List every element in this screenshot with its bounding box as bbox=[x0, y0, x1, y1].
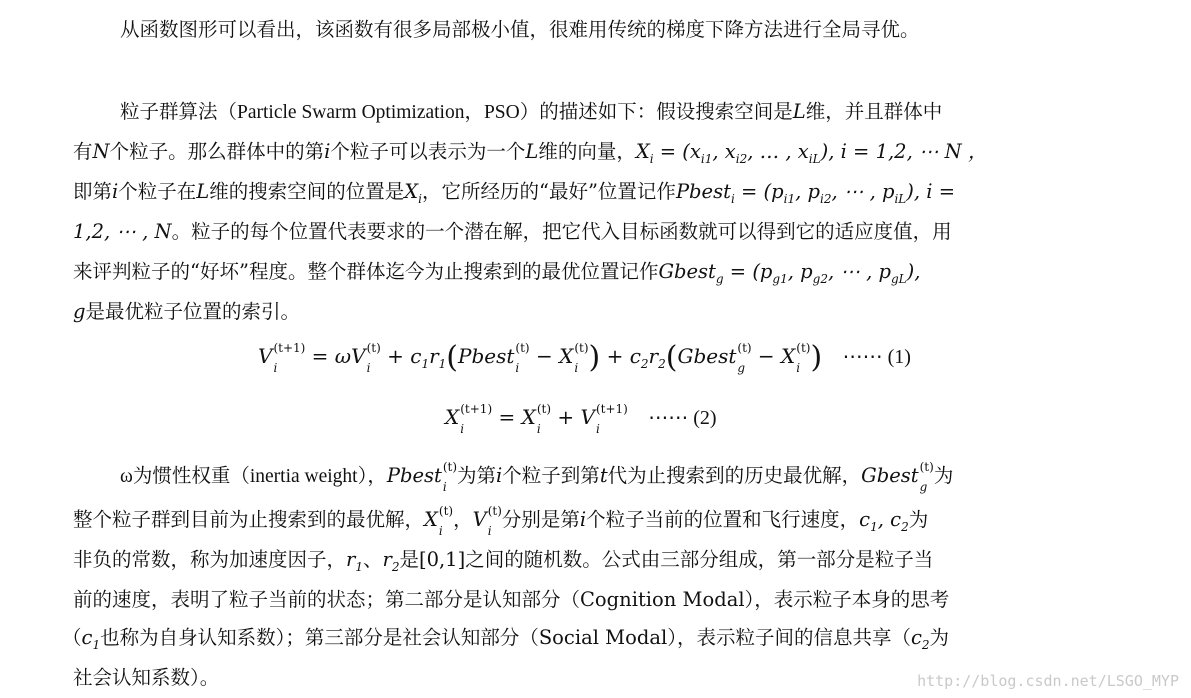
equation-velocity-update: V (t+1) i = ωV (t) i + $c_1r_1(Pbest$ (t) i − X (t) i ) + $c_2r_2(Gbest$ (t) g − X (t) i ) ⋯⋯ (1) bbox=[258, 340, 911, 375]
pso-paragraph-line-2 bbox=[73, 138, 987, 166]
math-symbol: Gbest bbox=[658, 260, 716, 283]
text: 个粒子。那么群体中的第 bbox=[109, 140, 325, 163]
math-symbol: L bbox=[525, 140, 539, 163]
equation-number: ⋯⋯ (2) bbox=[648, 407, 717, 429]
explanation-line-5 bbox=[62, 624, 949, 652]
math-symbol: , p bbox=[795, 180, 820, 203]
math-c1: $c_1$ bbox=[81, 626, 101, 652]
math-symbol: g bbox=[73, 300, 86, 323]
math-symbol: , ⋯ , p bbox=[827, 260, 891, 283]
text: Particle Swarm Optimization，PSO bbox=[237, 102, 520, 123]
text: 前的速度，表明了粒子当前的状态；第二部分是认知部分（Cognition Modal），表示粒子本身的思考 bbox=[73, 588, 950, 611]
math-symbol: i bbox=[112, 180, 119, 203]
math-r2: $r_2$ bbox=[382, 548, 400, 574]
text: ，它所经历的“最好”位置记作 bbox=[421, 180, 676, 203]
math-symbol: , ⋯ , p bbox=[831, 180, 895, 203]
math-symbol: t bbox=[599, 464, 608, 487]
text: 为 bbox=[929, 626, 950, 649]
math-xi-vector: $X_i = (x_{i1}$, $x_{i2}$, … , $x_{iL}$), i = 1,2, ⋯ N ， bbox=[635, 140, 988, 166]
math-symbol: , p bbox=[787, 260, 813, 283]
math-r1: $r_1$ bbox=[346, 548, 363, 574]
text: 个粒子可以表示为一个 bbox=[330, 140, 526, 163]
watermark: http://blog.csdn.net/LSGO_MYP bbox=[917, 672, 1179, 690]
text: 个粒子到第 bbox=[502, 464, 600, 487]
text: 也称为自身认知系数）；第三部分是社会认知部分（Social Modal），表示粒子间的信息共享（ bbox=[100, 626, 911, 649]
text: 为 bbox=[908, 508, 929, 531]
math-pbest-t: Pbest (t) i bbox=[386, 459, 458, 494]
math-symbol: N bbox=[92, 140, 110, 163]
pso-paragraph-line-1 bbox=[120, 98, 942, 127]
math-xi: $X_i$ bbox=[404, 180, 422, 206]
text: 非负的常数，称为加速度因子， bbox=[73, 548, 347, 571]
text: 个粒子当前的位置和飞行速度， bbox=[586, 508, 860, 531]
text: 。粒子的每个位置代表要求的一个潜在解，把它代入目标函数就可以得到它的适应度值，用 bbox=[171, 220, 952, 243]
math-v-t: V (t) i bbox=[472, 503, 502, 538]
text: 维的向量， bbox=[538, 140, 636, 163]
math-symbol: ), bbox=[906, 260, 921, 283]
math-symbol: , x bbox=[712, 140, 736, 163]
text: 、 bbox=[362, 548, 383, 571]
text: ω为惯性权重（inertia weight）， bbox=[120, 466, 387, 487]
text: 有 bbox=[73, 140, 93, 163]
text: 代为止搜索到的历史最优解， bbox=[607, 464, 862, 487]
explanation-line-4 bbox=[73, 586, 949, 614]
math-gbest-t: Gbest (t) g bbox=[861, 459, 934, 494]
text: 即第 bbox=[73, 180, 113, 203]
math-symbol: , … , x bbox=[747, 140, 809, 163]
math-symbol: Pbest bbox=[675, 180, 731, 203]
math-c2: $c_2$ bbox=[910, 626, 930, 652]
math-gbest-vector: Gbest$_g$ = ($p_{g1}$, $p_{g2}$, ⋯ , $p_{gL}$), bbox=[658, 260, 921, 286]
explanation-line-1 bbox=[120, 459, 954, 494]
math-symbol: ), i = bbox=[906, 180, 956, 203]
text: 个粒子在 bbox=[118, 180, 197, 203]
pso-paragraph-line-5 bbox=[73, 258, 920, 286]
math-symbol: X bbox=[635, 140, 650, 163]
math-symbol: = (p bbox=[734, 180, 784, 203]
pso-paragraph-line-3 bbox=[73, 178, 955, 206]
text: 是最优粒子位置的索引。 bbox=[85, 300, 300, 323]
math-x-t: X (t) i bbox=[424, 503, 454, 538]
math-symbol: = (x bbox=[653, 140, 701, 163]
text: 为第 bbox=[457, 464, 497, 487]
math-symbol: = (p bbox=[723, 260, 773, 283]
explanation-line-3 bbox=[73, 546, 933, 574]
math-symbol: i bbox=[496, 464, 503, 487]
text: 社会认知系数）。 bbox=[73, 666, 220, 689]
math-symbol: X bbox=[404, 180, 419, 203]
pso-paragraph-line-4 bbox=[73, 218, 952, 246]
text: ， bbox=[453, 508, 473, 531]
equation-number: ⋯⋯ (1) bbox=[842, 346, 911, 368]
math-symbol: i bbox=[324, 140, 331, 163]
text: 来评判粒子的“好坏”程度。整个群体迄今为止搜索到的最优位置记作 bbox=[73, 260, 659, 283]
pso-paragraph-line-6 bbox=[73, 298, 300, 326]
text: 分别是第 bbox=[501, 508, 580, 531]
text: ）的描述如下：假设搜索空间是 bbox=[519, 100, 793, 123]
math-c1-c2: $c_1$, $c_2$ bbox=[859, 508, 909, 534]
math-symbol: L bbox=[792, 100, 806, 123]
explanation-line-6 bbox=[73, 664, 219, 692]
text: 维，并且群体中 bbox=[805, 100, 943, 123]
explanation-line-2 bbox=[73, 503, 929, 538]
math-pbest-vector: Pbest$_i$ = ($p_{i1}$, $p_{i2}$, ⋯ , $p_{iL}$), i = bbox=[675, 180, 956, 206]
text: 粒子群算法（ bbox=[120, 100, 238, 123]
intro-paragraph: 从函数图形可以看出，该函数有很多局部极小值，很难用传统的梯度下降方法进行全局寻优。 bbox=[120, 18, 920, 41]
equation-position-update: X (t+1) i = X (t) i + V (t+1) i ⋯⋯ (2) bbox=[445, 401, 717, 436]
math-symbol: ), i = 1,2, ⋯ N ， bbox=[820, 140, 988, 163]
text: （ bbox=[62, 626, 82, 649]
math-symbol: L bbox=[196, 180, 210, 203]
math-symbol: i bbox=[579, 508, 587, 531]
text: 是[0,1]之间的随机数。公式由三部分组成，第一部分是粒子当 bbox=[399, 548, 934, 571]
math-symbol: 1,2, ⋯ , N bbox=[73, 220, 172, 243]
text: 为 bbox=[933, 464, 954, 487]
text: 整个粒子群到目前为止搜索到的最优解， bbox=[73, 508, 425, 531]
text: 维的搜索空间的位置是 bbox=[209, 180, 405, 203]
